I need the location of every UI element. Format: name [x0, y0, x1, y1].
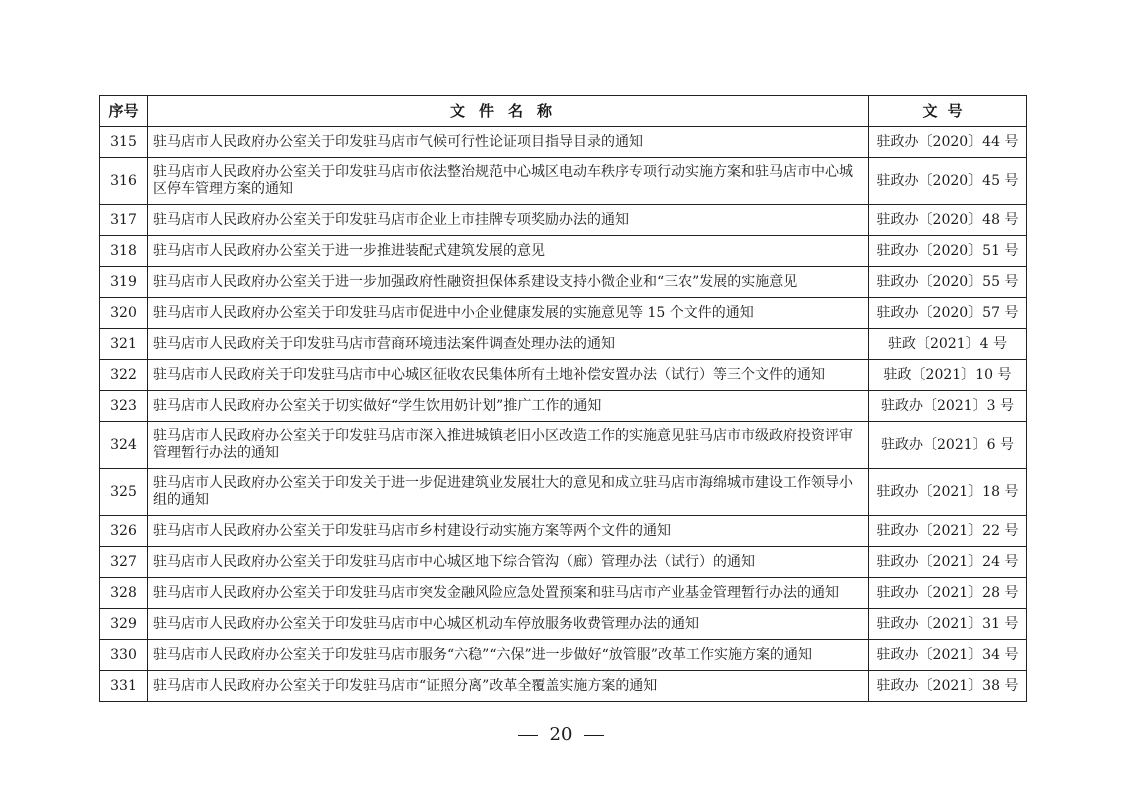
row-seq: 328: [100, 578, 148, 609]
row-seq: 322: [100, 360, 148, 391]
header-seq: 序号: [100, 96, 148, 127]
row-doc-number: 驻政办〔2021〕18 号: [869, 469, 1027, 516]
table-row: [100, 267, 1027, 298]
row-seq: 323: [100, 391, 148, 422]
row-doc-number: 驻政办〔2020〕57 号: [869, 298, 1027, 329]
row-file-name: 驻马店市人民政府关于印发驻马店市中心城区征收农民集体所有土地补偿安置办法（试行）等三个文件的通知: [148, 360, 869, 391]
table-header-row: [100, 96, 1027, 127]
row-doc-number: 驻政办〔2021〕24 号: [869, 547, 1027, 578]
row-file-name: 驻马店市人民政府办公室关于印发驻马店市中心城区地下综合管沟（廊）管理办法（试行）的通知: [148, 547, 869, 578]
row-file-name: 驻马店市人民政府办公室关于进一步推进装配式建筑发展的意见: [148, 236, 869, 267]
page-number: 20: [549, 724, 573, 745]
table-row: [100, 422, 1027, 469]
row-doc-number: 驻政办〔2021〕31 号: [869, 609, 1027, 640]
row-seq: 331: [100, 671, 148, 702]
table-row: [100, 609, 1027, 640]
row-seq: 319: [100, 267, 148, 298]
page-footer: [0, 724, 1122, 746]
row-file-name: 驻马店市人民政府办公室关于印发驻马店市深入推进城镇老旧小区改造工作的实施意见驻马店市市级政府投资评审管理暂行办法的通知: [148, 422, 869, 469]
row-file-name: 驻马店市人民政府关于印发驻马店市营商环境违法案件调查处理办法的通知: [148, 329, 869, 360]
row-doc-number: 驻政〔2021〕10 号: [869, 360, 1027, 391]
row-seq: 326: [100, 516, 148, 547]
table-row: [100, 578, 1027, 609]
footer-dash-left: [518, 735, 538, 736]
row-file-name: 驻马店市人民政府办公室关于印发驻马店市突发金融风险应急处置预案和驻马店市产业基金管理暂行办法的通知: [148, 578, 869, 609]
row-doc-number: 驻政办〔2021〕28 号: [869, 578, 1027, 609]
row-seq: 321: [100, 329, 148, 360]
table-row: [100, 205, 1027, 236]
table-row: [100, 391, 1027, 422]
row-doc-number: 驻政办〔2020〕48 号: [869, 205, 1027, 236]
row-file-name: 驻马店市人民政府办公室关于印发驻马店市企业上市挂牌专项奖励办法的通知: [148, 205, 869, 236]
row-file-name: 驻马店市人民政府办公室关于印发驻马店市气候可行性论证项目指导目录的通知: [148, 127, 869, 158]
row-file-name: 驻马店市人民政府办公室关于印发驻马店市“证照分离”改革全覆盖实施方案的通知: [148, 671, 869, 702]
table-row: [100, 516, 1027, 547]
document-table: [99, 95, 1027, 702]
table-row: [100, 236, 1027, 267]
row-seq: 315: [100, 127, 148, 158]
row-doc-number: 驻政办〔2020〕45 号: [869, 158, 1027, 205]
footer-dash-right: [584, 735, 604, 736]
table-row: [100, 547, 1027, 578]
row-file-name: 驻马店市人民政府办公室关于印发驻马店市促进中小企业健康发展的实施意见等 15 个文件的通知: [148, 298, 869, 329]
row-doc-number: 驻政办〔2021〕6 号: [869, 422, 1027, 469]
row-doc-number: 驻政办〔2021〕22 号: [869, 516, 1027, 547]
row-doc-number: 驻政办〔2020〕44 号: [869, 127, 1027, 158]
row-seq: 324: [100, 422, 148, 469]
row-seq: 329: [100, 609, 148, 640]
row-file-name: 驻马店市人民政府办公室关于印发驻马店市乡村建设行动实施方案等两个文件的通知: [148, 516, 869, 547]
row-doc-number: 驻政办〔2021〕3 号: [869, 391, 1027, 422]
row-seq: 318: [100, 236, 148, 267]
table-row: [100, 298, 1027, 329]
row-doc-number: 驻政〔2021〕4 号: [869, 329, 1027, 360]
row-doc-number: 驻政办〔2021〕34 号: [869, 640, 1027, 671]
row-file-name: 驻马店市人民政府办公室关于印发驻马店市中心城区机动车停放服务收费管理办法的通知: [148, 609, 869, 640]
row-file-name: 驻马店市人民政府办公室关于进一步加强政府性融资担保体系建设支持小微企业和“三农”发展的实施意见: [148, 267, 869, 298]
row-doc-number: 驻政办〔2021〕38 号: [869, 671, 1027, 702]
row-seq: 316: [100, 158, 148, 205]
table-row: [100, 329, 1027, 360]
row-seq: 325: [100, 469, 148, 516]
table-row: [100, 158, 1027, 205]
row-seq: 330: [100, 640, 148, 671]
table-row: [100, 640, 1027, 671]
row-file-name: 驻马店市人民政府办公室关于印发驻马店市依法整治规范中心城区电动车秩序专项行动实施方案和驻马店市中心城区停车管理方案的通知: [148, 158, 869, 205]
table-row: [100, 127, 1027, 158]
row-file-name: 驻马店市人民政府办公室关于切实做好“学生饮用奶计划”推广工作的通知: [148, 391, 869, 422]
table-row: [100, 360, 1027, 391]
row-file-name: 驻马店市人民政府办公室关于印发驻马店市服务“六稳”“六保”进一步做好“放管服”改革工作实施方案的通知: [148, 640, 869, 671]
row-doc-number: 驻政办〔2020〕51 号: [869, 236, 1027, 267]
header-file-name: 文件名称: [148, 96, 869, 127]
row-seq: 327: [100, 547, 148, 578]
row-seq: 317: [100, 205, 148, 236]
row-seq: 320: [100, 298, 148, 329]
table-row: [100, 469, 1027, 516]
header-doc-number: 文号: [869, 96, 1027, 127]
row-doc-number: 驻政办〔2020〕55 号: [869, 267, 1027, 298]
table-row: [100, 671, 1027, 702]
row-file-name: 驻马店市人民政府办公室关于印发关于进一步促进建筑业发展壮大的意见和成立驻马店市海绵城市建设工作领导小组的通知: [148, 469, 869, 516]
